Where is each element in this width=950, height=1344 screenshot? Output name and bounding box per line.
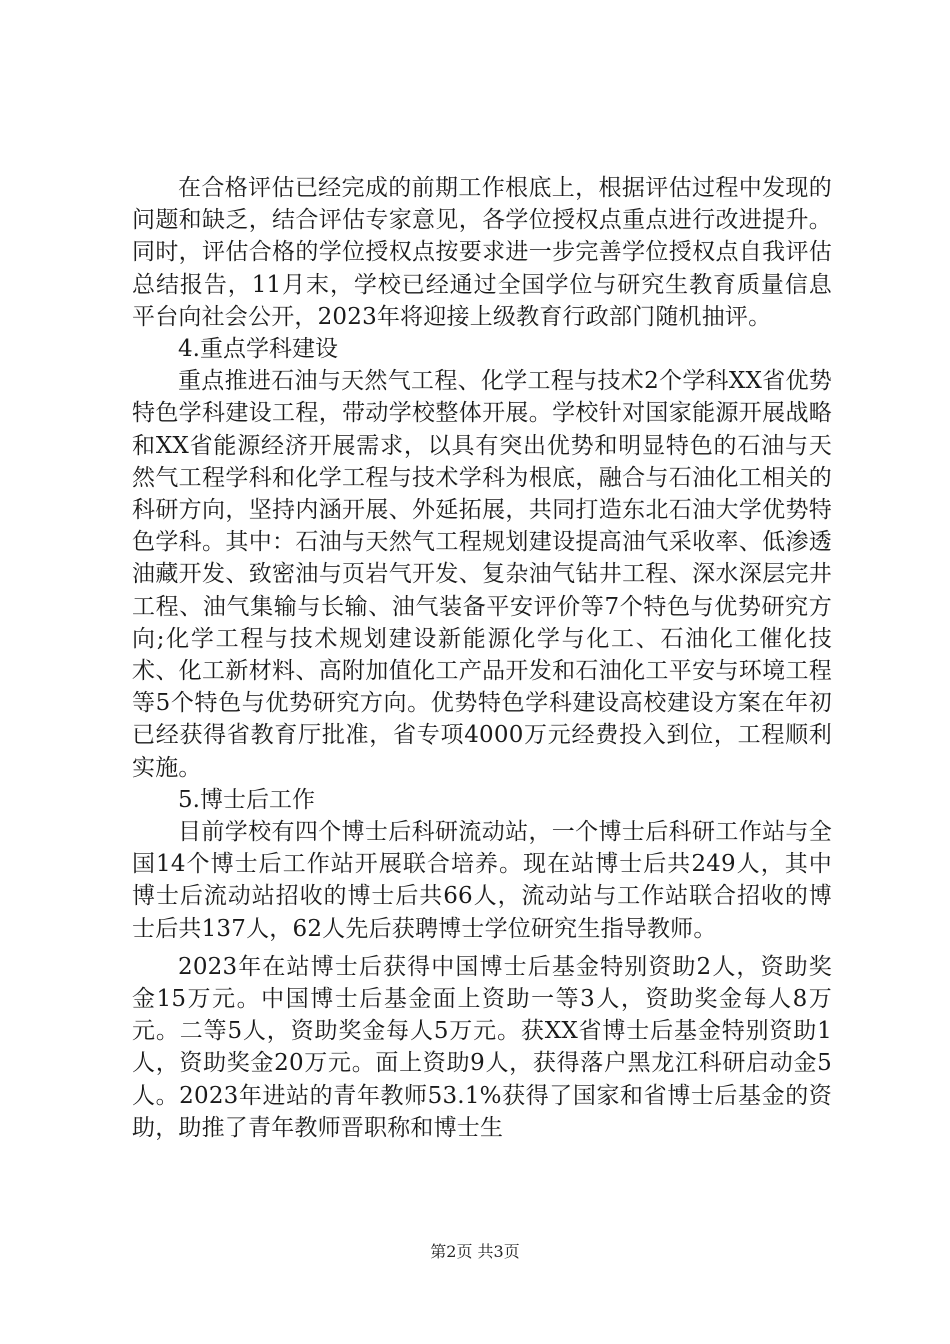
paragraph-postdoc-stations: 目前学校有四个博士后科研流动站，一个博士后科研工作站与全国14个博士后工作站开展联合培养。现在站博士后共249人，其中博士后流动站招收的博士后共66人，流动站与工作站联合招收的博士后共137人，62人先后获聘博士学位研究生指导教师。 — [132, 819, 832, 942]
paragraph-evaluation: 在合格评估已经完成的前期工作根底上，根据评估过程中发现的问题和缺乏，结合评估专家意见，各学位授权点重点进行改进提升。同时，评估合格的学位授权点按要求进一步完善学位授权点自我评估总结报告，11月末，学校已经通过全国学位与研究生教育质量信息平台向社会公开，2023年将迎接上级教育行政部门随机抽评。 — [132, 175, 832, 330]
page-footer: 第2页 共3页 — [430, 1242, 520, 1261]
heading-postdoc: 5.博士后工作 — [178, 786, 315, 813]
paragraph-postdoc-funding: 2023年在站博士后获得中国博士后基金特别资助2人，资助奖金15万元。中国博士后基金面上资助一等3人，资助奖金每人8万元。二等5人，资助奖金每人5万元。获XX省博士后基金特别资助1人，资助奖金20万元。面上资助9人，获得落户黑龙江科研启动金5人。2023年进站的青年教师53.1%获得了国家和省博士后基金的资助，助推了青年教师晋职称和博士生 — [132, 953, 832, 1141]
paragraph-key-disciplines: 重点推进石油与天然气工程、化学工程与技术2个学科XX省优势特色学科建设工程，带动学校整体开展。学校针对国家能源开展战略和XX省能源经济开展需求，以具有突出优势和明显特色的石油与天然气工程学科和化学工程与技术学科为根底，融合与石油化工相关的科研方向，坚持内涵开展、外延拓展，共同打造东北石油大学优势特色学科。其中：石油与天然气工程规划建设提高油气采收率、低渗透油藏开发、致密油与页岩气开发、复杂油气钻井工程、深水深层完井工程、油气集输与长输、油气装备平安评价等7个特色与优势研究方向;化学工程与技术规划建设新能源化学与化工、石油化工催化技术、化工新材料、高附加值化工产品开发和石油化工平安与环境工程等5个特色与优势研究方向。优势特色学科建设高校建设方案在年初已经获得省教育厅批准，省专项4000万元经费投入到位，工程顺利实施。 — [132, 368, 832, 781]
heading-key-disciplines: 4.重点学科建设 — [178, 336, 338, 363]
document-body — [132, 172, 832, 1144]
